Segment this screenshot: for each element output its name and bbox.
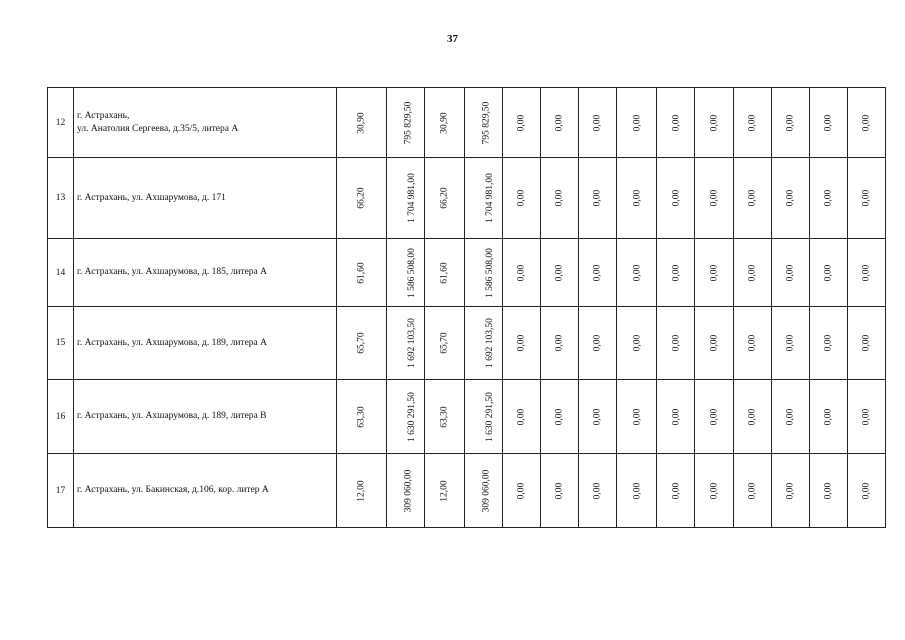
zero-cell: [809, 158, 847, 239]
zero-cell-text: 0,00: [861, 264, 872, 281]
cost-cell: [386, 380, 424, 454]
cost-total-cell-text: 1 586 508,00: [484, 247, 495, 298]
area-cell: [336, 158, 386, 239]
zero-cell: [657, 88, 695, 158]
zero-cell: [541, 307, 579, 380]
zero-cell: [847, 307, 885, 380]
zero-cell-text: 0,00: [708, 482, 719, 499]
address-cell: [74, 454, 337, 528]
zero-cell-text: 0,00: [785, 408, 796, 425]
address-cell: [74, 307, 337, 380]
zero-cell: [657, 454, 695, 528]
zero-cell: [809, 307, 847, 380]
area-cell: [336, 307, 386, 380]
cost-total-cell-text: 1 692 103,50: [484, 318, 495, 368]
zero-cell-text: 0,00: [516, 189, 527, 207]
zero-cell: [771, 307, 809, 380]
zero-cell-text: 0,00: [861, 482, 872, 499]
cost-total-cell: [464, 239, 502, 307]
zero-cell: [771, 454, 809, 528]
zero-cell-text: 0,00: [670, 114, 681, 131]
zero-cell: [579, 158, 617, 239]
address-line-1: г. Астрахань, ул. Бакинская, д.106, кор. литер А: [77, 485, 269, 495]
zero-cell: [771, 158, 809, 239]
zero-cell-text: 0,00: [592, 334, 603, 352]
area-cell-text: 12,00: [356, 479, 367, 502]
zero-cell-text: 0,00: [631, 482, 642, 499]
zero-cell-text: 0,00: [516, 264, 527, 281]
address-cell: [74, 158, 337, 239]
zero-cell: [503, 88, 541, 158]
zero-cell: [847, 239, 885, 307]
cost-cell-text: 1 586 508,00: [406, 247, 417, 298]
zero-cell: [695, 158, 733, 239]
area-total-cell-text: 66,20: [439, 187, 450, 209]
cost-cell-text: 1 630 291,50: [406, 391, 417, 442]
area-cell-text: 63,30: [356, 405, 367, 428]
cost-total-cell-text: 795 829,50: [481, 101, 492, 144]
zero-cell-text: 0,00: [592, 264, 603, 281]
zero-cell-text: 0,00: [823, 482, 834, 499]
area-total-cell-text: 61,60: [439, 261, 450, 284]
zero-cell-text: 0,00: [861, 189, 872, 207]
zero-cell: [541, 88, 579, 158]
address-cell: [74, 88, 337, 158]
area-total-cell: [424, 380, 464, 454]
row-number: 12: [48, 88, 74, 158]
zero-cell: [733, 307, 771, 380]
cost-total-cell-text: 309 060,00: [481, 469, 492, 512]
zero-cell-text: 0,00: [516, 334, 527, 352]
zero-cell-text: 0,00: [785, 189, 796, 207]
zero-cell: [771, 380, 809, 454]
zero-cell: [695, 239, 733, 307]
zero-cell-text: 0,00: [516, 482, 527, 499]
zero-cell-text: 0,00: [592, 114, 603, 131]
zero-cell-text: 0,00: [554, 264, 565, 281]
zero-cell-text: 0,00: [592, 408, 603, 425]
zero-cell-text: 0,00: [861, 114, 872, 131]
address-cell: [74, 380, 337, 454]
zero-cell-text: 0,00: [785, 482, 796, 499]
buildings-table: [47, 87, 886, 528]
zero-cell: [503, 380, 541, 454]
zero-cell: [503, 307, 541, 380]
cost-cell: [386, 454, 424, 528]
zero-cell-text: 0,00: [708, 408, 719, 425]
zero-cell-text: 0,00: [861, 334, 872, 352]
page-number: 37: [447, 33, 458, 45]
cost-cell-text: 795 829,50: [403, 101, 414, 144]
area-cell: [336, 380, 386, 454]
zero-cell-text: 0,00: [631, 408, 642, 425]
cost-total-cell: [464, 454, 502, 528]
zero-cell-text: 0,00: [823, 334, 834, 352]
zero-cell: [617, 454, 657, 528]
zero-cell-text: 0,00: [592, 189, 603, 207]
zero-cell-text: 0,00: [823, 264, 834, 281]
zero-cell: [657, 307, 695, 380]
table-row: [48, 380, 886, 454]
zero-cell-text: 0,00: [823, 189, 834, 207]
zero-cell-text: 0,00: [670, 408, 681, 425]
zero-cell: [617, 239, 657, 307]
zero-cell-text: 0,00: [554, 189, 565, 207]
area-total-cell: [424, 239, 464, 307]
zero-cell: [579, 88, 617, 158]
zero-cell: [657, 380, 695, 454]
area-total-cell: [424, 307, 464, 380]
cost-cell: [386, 239, 424, 307]
zero-cell: [847, 454, 885, 528]
table-row: [48, 239, 886, 307]
zero-cell-text: 0,00: [708, 264, 719, 281]
area-total-cell: [424, 88, 464, 158]
zero-cell: [733, 88, 771, 158]
area-cell: [336, 239, 386, 307]
zero-cell-text: 0,00: [861, 408, 872, 425]
cost-cell: [386, 158, 424, 239]
zero-cell-text: 0,00: [708, 189, 719, 207]
address-cell: [74, 239, 337, 307]
zero-cell-text: 0,00: [670, 482, 681, 499]
address-line-2: ул. Анатолия Сергеева, д.35/5, литера А: [77, 123, 239, 134]
zero-cell: [657, 239, 695, 307]
area-cell-text: 65,70: [356, 332, 367, 354]
zero-cell: [579, 239, 617, 307]
address-line-1: г. Астрахань, ул. Ахшарумова, д. 189, литера А: [77, 337, 267, 348]
zero-cell: [695, 307, 733, 380]
area-total-cell-text: 65,70: [439, 332, 450, 354]
address-line-1: г. Астрахань,: [77, 110, 130, 121]
area-total-cell-text: 30,90: [439, 111, 450, 134]
address-line-1: г. Астрахань, ул. Ахшарумова, д. 189, литера В: [77, 411, 267, 421]
zero-cell-text: 0,00: [670, 189, 681, 207]
area-total-cell-text: 12,00: [439, 479, 450, 502]
zero-cell-text: 0,00: [554, 408, 565, 425]
cost-cell-text: 1 704 981,00: [406, 173, 417, 223]
zero-cell: [847, 88, 885, 158]
zero-cell: [733, 158, 771, 239]
zero-cell-text: 0,00: [785, 264, 796, 281]
row-number: 14: [48, 239, 74, 307]
zero-cell-text: 0,00: [823, 114, 834, 131]
zero-cell: [695, 454, 733, 528]
zero-cell-text: 0,00: [631, 189, 642, 207]
row-number: 16: [48, 380, 74, 454]
cost-total-cell-text: 1 704 981,00: [484, 173, 495, 223]
zero-cell-text: 0,00: [516, 114, 527, 131]
zero-cell-text: 0,00: [708, 114, 719, 131]
cost-total-cell: [464, 88, 502, 158]
zero-cell: [579, 454, 617, 528]
zero-cell: [809, 88, 847, 158]
table-row: [48, 88, 886, 158]
cost-total-cell-text: 1 630 291,50: [484, 391, 495, 442]
zero-cell-text: 0,00: [670, 334, 681, 352]
zero-cell: [541, 239, 579, 307]
area-cell: [336, 454, 386, 528]
area-cell-text: 61,60: [356, 261, 367, 284]
zero-cell-text: 0,00: [670, 264, 681, 281]
zero-cell-text: 0,00: [747, 482, 758, 499]
zero-cell: [771, 239, 809, 307]
zero-cell-text: 0,00: [747, 334, 758, 352]
zero-cell-text: 0,00: [592, 482, 603, 499]
zero-cell-text: 0,00: [785, 114, 796, 131]
zero-cell-text: 0,00: [554, 114, 565, 131]
zero-cell: [617, 158, 657, 239]
cost-cell: [386, 88, 424, 158]
zero-cell-text: 0,00: [823, 408, 834, 425]
zero-cell: [541, 158, 579, 239]
zero-cell-text: 0,00: [747, 264, 758, 281]
zero-cell-text: 0,00: [516, 408, 527, 425]
area-cell-text: 66,20: [356, 187, 367, 209]
cost-total-cell: [464, 380, 502, 454]
address-line-1: г. Астрахань, ул. Ахшарумова, д. 171: [77, 192, 226, 203]
zero-cell: [809, 454, 847, 528]
zero-cell-text: 0,00: [708, 334, 719, 352]
zero-cell-text: 0,00: [631, 334, 642, 352]
zero-cell: [657, 158, 695, 239]
row-number: 17: [48, 454, 74, 528]
area-cell: [336, 88, 386, 158]
row-number: 15: [48, 307, 74, 380]
zero-cell: [579, 307, 617, 380]
zero-cell: [733, 239, 771, 307]
table-row: [48, 307, 886, 380]
zero-cell: [503, 158, 541, 239]
zero-cell: [733, 380, 771, 454]
address-line-1: г. Астрахань, ул. Ахшарумова, д. 185, литера А: [77, 267, 267, 277]
zero-cell: [771, 88, 809, 158]
zero-cell: [809, 380, 847, 454]
zero-cell: [541, 380, 579, 454]
zero-cell: [617, 380, 657, 454]
zero-cell-text: 0,00: [747, 114, 758, 131]
zero-cell: [847, 380, 885, 454]
row-number: 13: [48, 158, 74, 239]
zero-cell: [847, 158, 885, 239]
zero-cell: [695, 380, 733, 454]
zero-cell: [617, 88, 657, 158]
area-total-cell: [424, 158, 464, 239]
zero-cell: [733, 454, 771, 528]
zero-cell: [617, 307, 657, 380]
cost-cell-text: 1 692 103,50: [406, 318, 417, 368]
cost-total-cell: [464, 158, 502, 239]
zero-cell-text: 0,00: [785, 334, 796, 352]
table-row: [48, 158, 886, 239]
area-total-cell-text: 63,30: [439, 405, 450, 428]
cost-cell: [386, 307, 424, 380]
zero-cell-text: 0,00: [747, 408, 758, 425]
table-row: [48, 454, 886, 528]
zero-cell: [579, 380, 617, 454]
zero-cell: [541, 454, 579, 528]
zero-cell-text: 0,00: [631, 114, 642, 131]
zero-cell-text: 0,00: [554, 334, 565, 352]
zero-cell-text: 0,00: [747, 189, 758, 207]
zero-cell: [695, 88, 733, 158]
zero-cell-text: 0,00: [631, 264, 642, 281]
cost-total-cell: [464, 307, 502, 380]
area-total-cell: [424, 454, 464, 528]
zero-cell: [503, 239, 541, 307]
zero-cell: [503, 454, 541, 528]
cost-cell-text: 309 060,00: [403, 469, 414, 512]
area-cell-text: 30,90: [356, 111, 367, 134]
zero-cell-text: 0,00: [554, 482, 565, 499]
zero-cell: [809, 239, 847, 307]
